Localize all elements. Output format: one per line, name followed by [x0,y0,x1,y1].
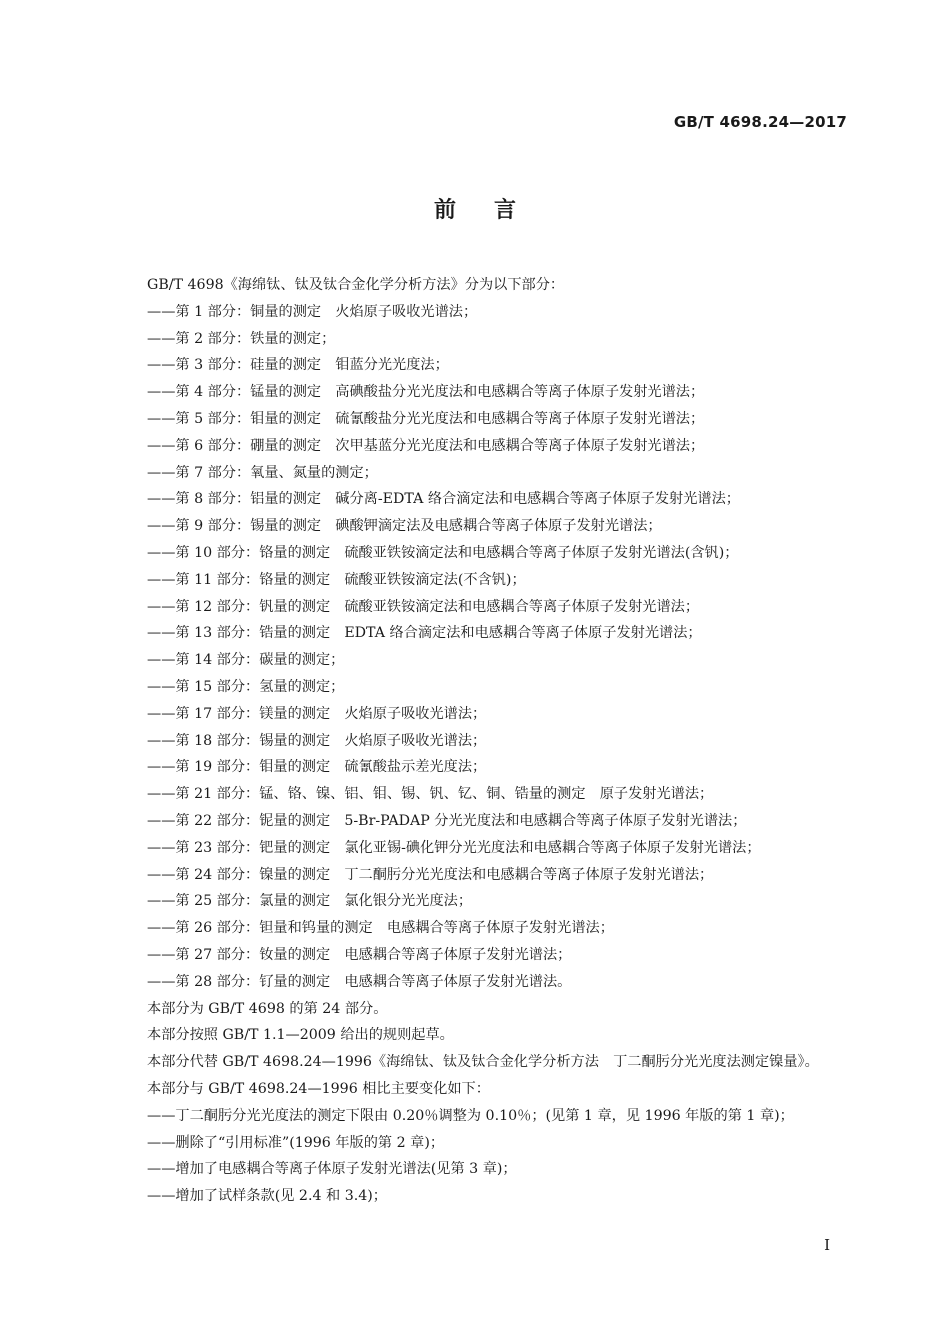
document-body [115,272,855,1210]
list-item: ——第 27 部分：钕量的测定 电感耦合等离子体原子发射光谱法； [147,946,572,963]
list-item: ——第 8 部分：铝量的测定 碱分离-EDTA 络合滴定法和电感耦合等离子体原子发射光谱法； [147,491,740,508]
list-item: ——第 22 部分：铌量的测定 5-Br-PADAP 分光光度法和电感耦合等离子体原子发射光谱法； [147,812,747,829]
list-item: ——第 5 部分：钼量的测定 硫氰酸盐分光光度法和电感耦合等离子体原子发射光谱法； [147,410,705,427]
list-item: ——第 25 部分：氯量的测定 氯化银分光光度法； [147,893,473,910]
list-item: ——第 12 部分：钒量的测定 硫酸亚铁铵滴定法和电感耦合等离子体原子发射光谱法； [147,598,700,615]
list-item: ——第 18 部分：锡量的测定 火焰原子吸收光谱法； [147,732,487,749]
list-item: ——第 26 部分：钽量和钨量的测定 电感耦合等离子体原子发射光谱法； [147,920,614,937]
standard-number: GB/T 4698.24—2017 [673,113,847,131]
list-item: ——第 1 部分：铜量的测定 火焰原子吸收光谱法； [147,303,478,320]
list-item: ——第 2 部分：铁量的测定； [147,330,336,347]
replaces-statement: 本部分代替 GB/T 4698.24—1996《海绵钛、钛及钛合金化学分析方法 丁二酮肟分光光度法测定镍量》。 [147,1054,819,1071]
page-title: 前言 [433,198,554,223]
list-item: ——第 19 部分：钼量的测定 硫氰酸盐示差光度法； [147,759,487,776]
list-item: ——第 7 部分：氧量、氮量的测定； [147,464,378,481]
list-item: ——增加了电感耦合等离子体原子发射光谱法(见第 3 章)； [147,1161,517,1178]
list-item: ——第 3 部分：硅量的测定 钼蓝分光光度法； [147,357,449,374]
list-item: ——第 21 部分：锰、铬、镍、铝、钼、锡、钒、钇、铜、锆量的测定 原子发射光谱法； [147,786,714,803]
list-item: ——第 6 部分：硼量的测定 次甲基蓝分光光度法和电感耦合等离子体原子发射光谱法； [147,437,705,454]
list-item: ——第 13 部分：锆量的测定 EDTA 络合滴定法和电感耦合等离子体原子发射光谱法； [147,625,702,642]
list-item: ——第 28 部分：钌量的测定 电感耦合等离子体原子发射光谱法。 [147,973,572,990]
changes-intro: 本部分与 GB/T 4698.24—1996 相比主要变化如下： [147,1080,490,1097]
list-item: ——增加了试样条款(见 2.4 和 3.4)； [147,1188,387,1205]
list-item: ——第 15 部分：氢量的测定； [147,678,345,695]
changes-list [115,1103,855,1210]
parts-list [115,299,855,996]
page-number: Ⅰ [824,1236,830,1254]
list-item: ——第 14 部分：碳量的测定； [147,652,345,669]
list-item: ——删除了“引用标准”(1996 年版的第 2 章)； [147,1134,445,1151]
list-item: ——第 24 部分：镍量的测定 丁二酮肟分光光度法和电感耦合等离子体原子发射光谱法； [147,866,714,883]
list-item: ——第 23 部分：钯量的测定 氯化亚锡-碘化钾分光光度法和电感耦合等离子体原子发射光谱法； [147,839,761,856]
intro-paragraph: GB/T 4698《海绵钛、钛及钛合金化学分析方法》分为以下部分： [147,277,565,293]
drafting-statement: 本部分按照 GB/T 1.1—2009 给出的规则起草。 [147,1027,454,1044]
list-item: ——第 11 部分：铬量的测定 硫酸亚铁铵滴定法(不含钒)； [147,571,526,588]
list-item: ——第 4 部分：锰量的测定 高碘酸盐分光光度法和电感耦合等离子体原子发射光谱法； [147,384,705,401]
list-item: ——第 10 部分：铬量的测定 硫酸亚铁铵滴定法和电感耦合等离子体原子发射光谱法(含钒)； [147,544,739,561]
list-item: ——第 17 部分：镁量的测定 火焰原子吸收光谱法； [147,705,487,722]
part-of-statement: 本部分为 GB/T 4698 的第 24 部分。 [147,1000,388,1017]
list-item: ——丁二酮肟分光光度法的测定下限由 0.20％调整为 0.10％；(见第 1 章，见 1996 年版的第 1 章)； [147,1107,794,1124]
list-item: ——第 9 部分：锡量的测定 碘酸钾滴定法及电感耦合等离子体原子发射光谱法； [147,518,662,535]
